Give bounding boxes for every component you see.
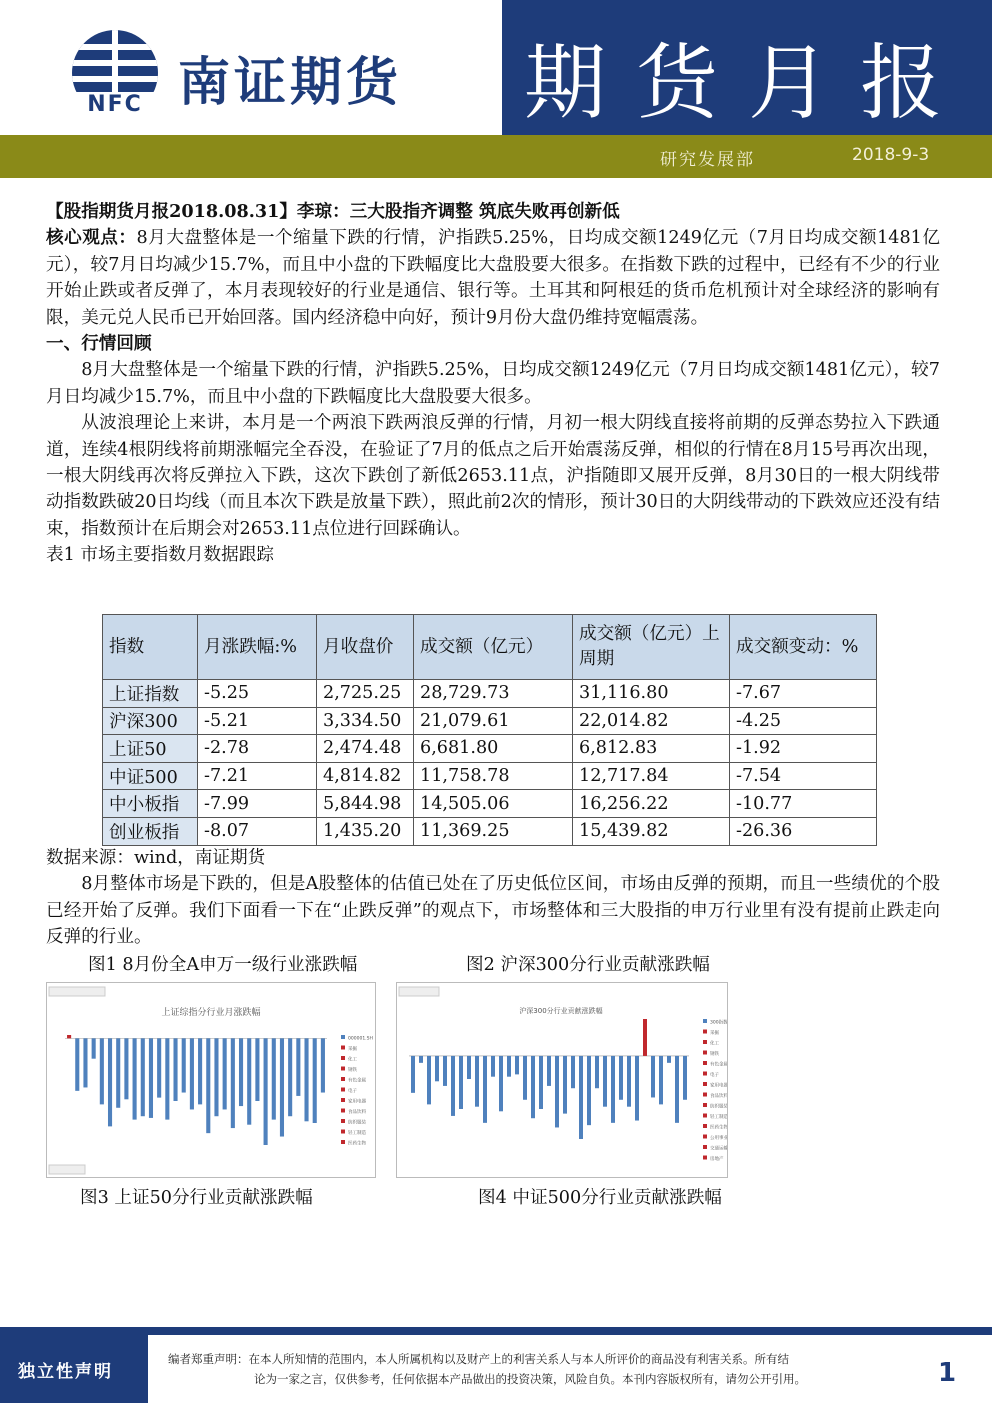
bar — [635, 1056, 639, 1121]
cell: -4.25 — [730, 707, 877, 735]
legend-label: 食品饮料 — [710, 1094, 727, 1099]
cell: -7.99 — [198, 790, 317, 818]
header-info-bar — [0, 135, 992, 178]
department: 研究发展部 — [660, 150, 755, 170]
cell: 中小板指 — [103, 790, 198, 818]
table-row — [103, 762, 877, 790]
bar — [247, 1038, 251, 1124]
cell: 5,844.98 — [317, 790, 414, 818]
legend-swatch — [703, 1072, 707, 1076]
legend-label: 化工 — [710, 1041, 719, 1047]
th-volume-prev: 成交额（亿元）上周期 — [573, 615, 730, 680]
bar — [75, 1038, 79, 1090]
legend-label: 公用事业 — [710, 1136, 727, 1141]
bar — [304, 1038, 308, 1121]
bar — [280, 1038, 284, 1136]
bar — [651, 1056, 655, 1098]
bar — [67, 1035, 71, 1038]
footer — [0, 1327, 992, 1403]
logo-text-en: NFC — [72, 92, 158, 118]
bar — [255, 1038, 259, 1101]
bar — [116, 1038, 120, 1107]
cell: 3,334.50 — [317, 707, 414, 735]
cell: 22,014.82 — [573, 707, 730, 735]
cell: 14,505.06 — [414, 790, 573, 818]
bar — [587, 1056, 591, 1125]
article-body — [46, 199, 940, 569]
bar — [595, 1056, 599, 1088]
legend-label: 电子 — [710, 1073, 719, 1078]
core-view-label: 核心观点： — [46, 227, 137, 249]
bar — [100, 1038, 104, 1104]
legend-label: 医药生物 — [348, 1141, 366, 1147]
th-close: 月收盘价 — [317, 615, 414, 680]
bar — [451, 1056, 455, 1116]
figure-3-caption: 图3 上证50分行业贡献涨跌幅 — [80, 1188, 313, 1208]
cell: -7.21 — [198, 762, 317, 790]
bar — [411, 1056, 415, 1093]
bar — [643, 1019, 647, 1056]
bar — [198, 1038, 202, 1104]
bar — [427, 1056, 431, 1104]
bar — [563, 1056, 567, 1114]
cell: 上证50 — [103, 735, 198, 763]
legend-swatch — [703, 1114, 707, 1118]
legend-swatch — [341, 1098, 345, 1102]
page-number: 1 — [932, 1351, 962, 1395]
chart-1-title: 上证综指分行业月涨跌幅 — [161, 1008, 261, 1018]
bar — [507, 1056, 511, 1077]
th-volume: 成交额（亿元） — [414, 615, 573, 680]
legend-swatch — [341, 1130, 345, 1134]
legend-label: 钢铁 — [710, 1052, 719, 1057]
legend-label: 采掘 — [348, 1047, 357, 1052]
legend-swatch — [703, 1051, 707, 1055]
bar — [92, 1038, 96, 1058]
bar — [555, 1056, 559, 1128]
legend-swatch — [341, 1077, 345, 1081]
bar — [214, 1038, 218, 1116]
report-date: 2018-9-3 — [852, 145, 930, 165]
logo-text-cn: 南证期货 — [178, 53, 403, 113]
bar — [419, 1056, 423, 1063]
independence-statement: 独立性声明 — [18, 1362, 113, 1382]
bar — [483, 1056, 487, 1123]
chart-1-svg — [47, 983, 375, 1177]
bar — [579, 1056, 583, 1139]
legend-label: 房地产 — [710, 1157, 724, 1162]
legend-swatch — [341, 1046, 345, 1050]
table-header-row — [103, 615, 877, 680]
bar — [206, 1038, 210, 1133]
table-source: 数据来源：wind，南证期货 — [46, 848, 266, 868]
legend-label: 电子 — [348, 1089, 357, 1094]
legend-label: 纺织服装 — [348, 1120, 366, 1126]
report-title: 期货月报 — [524, 36, 973, 131]
chart-1 — [46, 982, 376, 1178]
core-view-text: 8月大盘整体是一个缩量下跌的行情，沪指跌5.25%，日均成交额1249亿元（7月日均成交额1481亿元），较7月日均减少15.7%，而且中小盘的下跌幅度比大盘股要大很多。在指数下跌的过程中，已经有不少的行业开始止跌或者反弹了，本月表现较好的行业是通信、银行等。土耳其和阿根廷的货币危机预计对全球经济的影响有限，美元兑人民币已开始回落。国内经济稳中向好，预计9月份大盘仍维持宽幅震荡。 — [46, 228, 940, 328]
th-index: 指数 — [103, 615, 198, 680]
legend-label: 医药生物 — [710, 1125, 727, 1131]
bar — [611, 1056, 615, 1123]
bar — [321, 1038, 325, 1092]
figure-2-caption: 图2 沪深300分行业贡献涨跌幅 — [466, 955, 710, 975]
legend-swatch — [341, 1056, 345, 1060]
legend-swatch — [341, 1067, 345, 1071]
legend-label: 化工 — [348, 1057, 357, 1063]
legend-label: 有色金属 — [348, 1078, 366, 1084]
legend-swatch — [341, 1035, 345, 1039]
legend-swatch — [703, 1019, 707, 1023]
disclaimer-line-1: 编者郑重声明：在本人所知情的范围内，本人所属机构以及财产上的利害关系人与本人所评价的商品没有利害关系。所有结 — [168, 1352, 789, 1366]
bar — [239, 1038, 243, 1106]
cell: 中证500 — [103, 762, 198, 790]
legend-swatch — [341, 1088, 345, 1092]
cell: -8.07 — [198, 817, 317, 845]
bar — [223, 1038, 227, 1109]
cell: 11,758.78 — [414, 762, 573, 790]
legend-label: 交通运输 — [710, 1146, 727, 1152]
cell: 4,814.82 — [317, 762, 414, 790]
th-volume-change: 成交额变动：% — [730, 615, 877, 680]
paragraph-2: 从波浪理论上来讲，本月是一个两浪下跌两浪反弹的行情，月初一根大阴线直接将前期的反弹态势拉入下跌通道，连续4根阴线将前期涨幅完全吞没，在验证了7月的低点之后开始震荡反弹，相似的行情在8月15号再次出现，一根大阴线再次将反弹拉入下跌，这次下跌创了新低2653.11点，沪指随即又展开反弹，8月30日的一根大阴线带动指数跌破20日均线（而且本次下跌是放量下跌），照此前2次的情形，预计30日的大阴线带动的下跌效应还没有结束，指数预计在后期会对2653.11点位进行回踩确认。 — [46, 413, 940, 539]
cell: -5.21 — [198, 707, 317, 735]
legend-label: 轻工制造 — [348, 1131, 366, 1136]
bar — [83, 1038, 87, 1087]
cell: 2,725.25 — [317, 680, 414, 708]
header-logo-area — [0, 0, 502, 135]
chart-1-filter-button — [49, 1165, 85, 1174]
bar — [149, 1038, 153, 1118]
cell: 28,729.73 — [414, 680, 573, 708]
disclaimer-line-2: 论为一家之言，仅供参考，任何依据本产品做出的投资决策，风险自负。本刊内容版权所有，请勿公开引用。 — [254, 1372, 806, 1386]
th-change: 月涨跌幅:% — [198, 615, 317, 680]
legend-swatch — [341, 1109, 345, 1113]
bar — [272, 1038, 276, 1119]
chart-2 — [396, 982, 728, 1178]
article-body-2 — [46, 845, 940, 951]
bar — [108, 1038, 112, 1126]
bar — [467, 1056, 471, 1079]
bar — [141, 1038, 145, 1116]
bar — [133, 1038, 137, 1119]
legend-swatch — [703, 1093, 707, 1097]
cell: 11,369.25 — [414, 817, 573, 845]
legend-swatch — [703, 1156, 707, 1160]
index-data-table — [102, 614, 877, 846]
cell: 上证指数 — [103, 680, 198, 708]
bar — [659, 1056, 663, 1104]
table-row — [103, 735, 877, 763]
bar — [475, 1056, 479, 1107]
bar — [571, 1056, 575, 1088]
paragraph-3: 8月整体市场是下跌的，但是A股整体的估值已处在了历史低位区间，市场由反弹的预期，而且一些绩优的个股已经开始了反弹。我们下面看一下在“止跌反弹”的观点下，市场整体和三大股指的申万行业里有没有提前止跌走向反弹的行业。 — [46, 874, 940, 948]
table-row — [103, 680, 877, 708]
bar — [182, 1038, 186, 1092]
cell: -1.92 — [730, 735, 877, 763]
cell: 1,435.20 — [317, 817, 414, 845]
legend-swatch — [703, 1040, 707, 1044]
figure-4-caption: 图4 中证500分行业贡献涨跌幅 — [478, 1188, 722, 1208]
bar — [667, 1056, 671, 1063]
legend-swatch — [703, 1082, 707, 1086]
bar — [539, 1056, 543, 1109]
article-headline: 【股指期货月报2018.08.31】李琼：三大股指齐调整 筑底失败再创新低 — [46, 201, 620, 222]
bar — [313, 1038, 317, 1123]
legend-label: 纺织服装 — [710, 1104, 727, 1110]
bar — [288, 1038, 292, 1116]
cell: 16,256.22 — [573, 790, 730, 818]
core-view — [46, 225, 940, 331]
cell: -5.25 — [198, 680, 317, 708]
table-row — [103, 817, 877, 845]
bar — [124, 1038, 128, 1099]
table-row — [103, 790, 877, 818]
bar — [515, 1056, 519, 1074]
bar — [523, 1056, 527, 1100]
bar — [157, 1038, 161, 1097]
bar — [499, 1056, 503, 1111]
chart-2-title: 沪深300分行业贡献涨跌幅 — [519, 1007, 603, 1015]
legend-swatch — [703, 1135, 707, 1139]
paragraph-1: 8月大盘整体是一个缩量下跌的行情，沪指跌5.25%，日均成交额1249亿元（7月日均成交额1481亿元），较7月日均减少15.7%，而且中小盘的下跌幅度比大盘股要大很多。 — [46, 360, 940, 407]
cell: 6,812.83 — [573, 735, 730, 763]
bar — [459, 1056, 463, 1109]
legend-label: 家用电器 — [710, 1083, 727, 1089]
section-heading: 一、行情回顾 — [46, 333, 152, 355]
figure-1-caption: 图1 8月份全A申万一级行业涨跌幅 — [88, 955, 358, 975]
legend-label: 采掘 — [710, 1031, 719, 1036]
bar — [531, 1056, 535, 1118]
chart-2-field-button — [399, 987, 439, 996]
cell: 2,474.48 — [317, 735, 414, 763]
disclaimer — [148, 1335, 918, 1403]
bar — [619, 1056, 623, 1100]
bar — [435, 1056, 439, 1081]
legend-swatch — [341, 1119, 345, 1123]
legend-label: 轻工制造 — [710, 1115, 727, 1120]
header-title-area — [502, 0, 992, 135]
legend-label: 家用电器 — [348, 1099, 366, 1105]
legend-label: 钢铁 — [348, 1068, 357, 1073]
cell: -10.77 — [730, 790, 877, 818]
legend-label: 000001.SH — [348, 1036, 373, 1042]
legend-label: 食品饮料 — [348, 1110, 366, 1115]
legend-swatch — [341, 1140, 345, 1144]
table-row — [103, 707, 877, 735]
legend-swatch — [703, 1103, 707, 1107]
legend-swatch — [703, 1061, 707, 1065]
legend-label: 300指数 — [710, 1020, 727, 1026]
bar — [547, 1056, 551, 1086]
cell: 21,079.61 — [414, 707, 573, 735]
bar — [683, 1056, 687, 1100]
bar — [165, 1038, 169, 1119]
cell: 12,717.84 — [573, 762, 730, 790]
cell: -7.67 — [730, 680, 877, 708]
legend-swatch — [703, 1145, 707, 1149]
bar — [627, 1056, 631, 1107]
bar — [264, 1038, 268, 1145]
legend-swatch — [703, 1124, 707, 1128]
bar — [190, 1038, 194, 1109]
bar — [231, 1038, 235, 1128]
legend-label: 有色金属 — [710, 1062, 727, 1068]
cell: -26.36 — [730, 817, 877, 845]
chart-1-field-button — [49, 987, 105, 996]
cell: 15,439.82 — [573, 817, 730, 845]
bar — [443, 1056, 447, 1086]
bar — [675, 1056, 679, 1123]
cell: 创业板指 — [103, 817, 198, 845]
cell: 沪深300 — [103, 707, 198, 735]
chart-2-svg — [397, 983, 727, 1177]
bar — [173, 1038, 177, 1101]
cell: -7.54 — [730, 762, 877, 790]
bar — [296, 1038, 300, 1096]
table-caption: 表1 市场主要指数月数据跟踪 — [46, 545, 274, 566]
cell: 31,116.80 — [573, 680, 730, 708]
cell: 6,681.80 — [414, 735, 573, 763]
bar — [491, 1056, 495, 1077]
legend-swatch — [703, 1030, 707, 1034]
cell: -2.78 — [198, 735, 317, 763]
bar — [603, 1056, 607, 1107]
